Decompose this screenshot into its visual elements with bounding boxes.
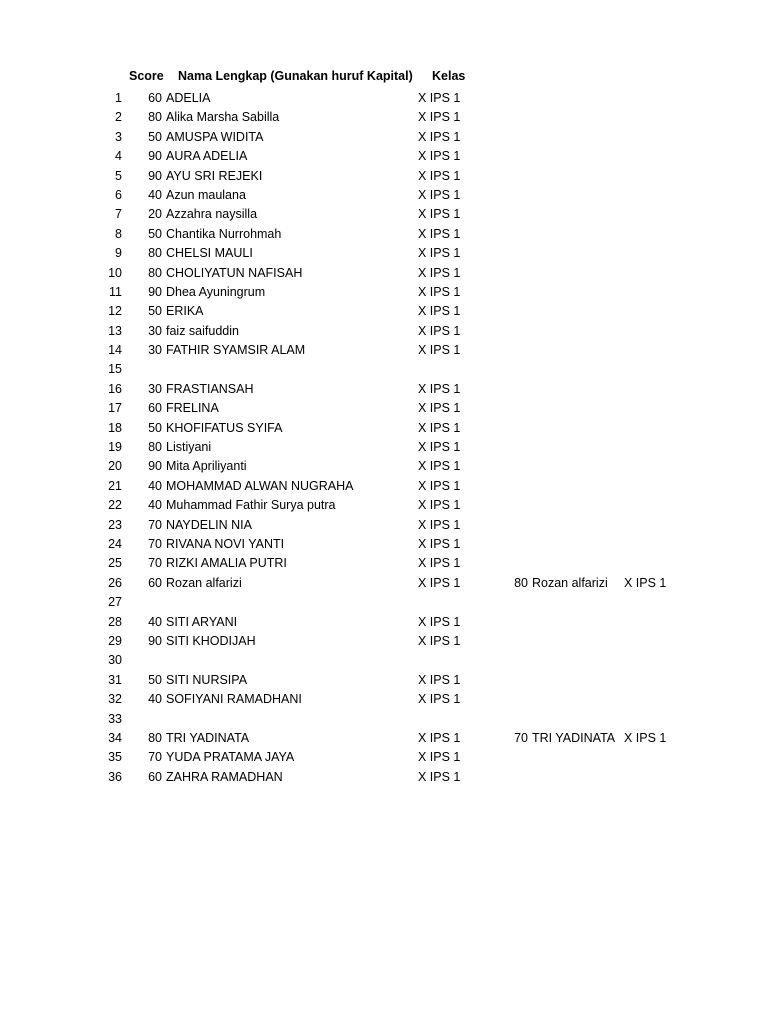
table-row — [0, 438, 768, 457]
row-kelas: X IPS 1 — [418, 459, 461, 474]
table-row — [0, 322, 768, 341]
row-score: 40 — [148, 614, 162, 629]
table-row — [0, 147, 768, 166]
student-list — [0, 89, 768, 787]
row-number: 22 — [108, 498, 122, 513]
extra-kelas: X IPS 1 — [624, 730, 667, 745]
row-kelas: X IPS 1 — [418, 149, 461, 164]
header-row — [0, 69, 768, 87]
row-score: 50 — [148, 304, 162, 319]
row-number: 11 — [109, 284, 122, 299]
row-name: ADELIA — [166, 91, 211, 105]
extra-kelas: X IPS 1 — [624, 575, 667, 590]
row-name: FRELINA — [166, 401, 219, 416]
row-score: 40 — [148, 187, 162, 202]
row-kelas: X IPS 1 — [418, 536, 461, 551]
row-name: SITI NURSIPA — [166, 672, 248, 687]
row-kelas: X IPS 1 — [418, 769, 461, 784]
table-row — [0, 89, 768, 108]
row-score: 40 — [148, 478, 162, 493]
table-row — [0, 671, 768, 690]
header-kelas: Kelas — [432, 69, 466, 83]
row-number: 3 — [115, 129, 122, 144]
row-name: YUDA PRATAMA JAYA — [166, 750, 295, 765]
row-kelas: X IPS 1 — [418, 498, 461, 513]
row-number: 18 — [108, 420, 122, 435]
table-row — [0, 768, 768, 787]
table-row — [0, 457, 768, 476]
row-kelas: X IPS 1 — [418, 478, 461, 493]
row-score: 70 — [148, 536, 162, 551]
row-kelas: X IPS 1 — [418, 692, 461, 707]
row-score: 90 — [148, 149, 162, 164]
row-name: RIVANA NOVI YANTI — [166, 536, 285, 551]
row-name: SITI KHODIJAH — [166, 633, 256, 648]
row-name: Rozan alfarizi — [166, 575, 242, 590]
row-name: KHOFIFATUS SYIFA — [166, 420, 283, 435]
table-row — [0, 302, 768, 321]
row-name: Mita Apriliyanti — [166, 459, 247, 474]
row-number: 31 — [108, 672, 122, 687]
table-row — [0, 593, 768, 612]
row-number: 7 — [115, 207, 122, 222]
row-kelas: X IPS 1 — [418, 226, 461, 241]
row-name: Muhammad Fathir Surya putra — [166, 498, 336, 513]
table-row — [0, 535, 768, 554]
row-name: Alika Marsha Sabilla — [166, 110, 280, 125]
table-row — [0, 360, 768, 379]
table-row — [0, 399, 768, 418]
table-row — [0, 186, 768, 205]
row-name: Azzahra naysilla — [166, 207, 258, 222]
row-number: 21 — [108, 478, 122, 493]
row-number: 14 — [108, 343, 122, 358]
table-row — [0, 205, 768, 224]
row-name: CHELSI MAULI — [166, 246, 253, 261]
row-kelas: X IPS 1 — [418, 265, 461, 280]
table-row — [0, 651, 768, 670]
table-row — [0, 613, 768, 632]
table-row — [0, 554, 768, 573]
table-row — [0, 710, 768, 729]
table-row — [0, 632, 768, 651]
row-score: 20 — [148, 207, 162, 222]
row-score: 90 — [148, 633, 162, 648]
extra-name: Rozan alfarizi — [532, 575, 608, 590]
row-score: 60 — [148, 401, 162, 416]
row-name: Chantika Nurrohmah — [166, 226, 282, 241]
row-name: AYU SRI REJEKI — [166, 168, 263, 183]
row-name: ZAHRA RAMADHAN — [166, 769, 283, 784]
row-kelas: X IPS 1 — [418, 168, 461, 183]
table-row — [0, 729, 768, 748]
row-number: 34 — [108, 730, 122, 745]
row-score: 30 — [148, 343, 162, 358]
row-score: 80 — [148, 246, 162, 261]
row-number: 35 — [108, 750, 122, 765]
row-name: ERIKA — [166, 304, 204, 319]
row-number: 12 — [108, 304, 122, 319]
row-kelas: X IPS 1 — [418, 343, 461, 358]
table-row — [0, 341, 768, 360]
row-kelas: X IPS 1 — [418, 401, 461, 416]
row-score: 90 — [148, 459, 162, 474]
row-number: 15 — [108, 362, 122, 377]
row-number: 23 — [108, 517, 122, 532]
row-score: 50 — [148, 129, 162, 144]
row-score: 50 — [148, 672, 162, 687]
table-row — [0, 283, 768, 302]
row-name: AURA ADELIA — [166, 149, 248, 164]
row-name: RIZKI AMALIA PUTRI — [166, 556, 287, 571]
row-kelas: X IPS 1 — [418, 323, 461, 338]
row-number: 6 — [115, 187, 122, 202]
row-number: 32 — [108, 692, 122, 707]
row-kelas: X IPS 1 — [418, 633, 461, 648]
table-row — [0, 748, 768, 767]
row-kelas: X IPS 1 — [418, 246, 461, 261]
row-name: Dhea Ayuningrum — [166, 284, 266, 299]
row-score: 50 — [148, 226, 162, 241]
row-kelas: X IPS 1 — [418, 304, 461, 319]
row-name: CHOLIYATUN NAFISAH — [166, 265, 303, 280]
table-row — [0, 128, 768, 147]
row-number: 33 — [108, 711, 122, 726]
row-score: 80 — [148, 730, 162, 745]
row-number: 29 — [108, 633, 122, 648]
row-number: 17 — [108, 401, 122, 416]
row-number: 27 — [108, 595, 122, 610]
row-kelas: X IPS 1 — [418, 440, 461, 455]
row-name: Azun maulana — [166, 187, 246, 202]
row-kelas: X IPS 1 — [418, 187, 461, 202]
table-row — [0, 244, 768, 263]
row-number: 1 — [115, 91, 122, 105]
row-number: 28 — [108, 614, 122, 629]
row-number: 13 — [108, 323, 122, 338]
row-kelas: X IPS 1 — [418, 381, 461, 396]
row-kelas: X IPS 1 — [418, 284, 461, 299]
row-kelas: X IPS 1 — [418, 750, 461, 765]
row-number: 19 — [108, 440, 122, 455]
row-kelas: X IPS 1 — [418, 730, 461, 745]
row-name: FATHIR SYAMSIR ALAM — [166, 343, 306, 358]
row-kelas: X IPS 1 — [418, 672, 461, 687]
row-name: Listiyani — [166, 440, 212, 455]
row-score: 90 — [148, 284, 162, 299]
row-score: 70 — [148, 556, 162, 571]
row-score: 60 — [148, 769, 162, 784]
extra-score: 80 — [514, 575, 528, 590]
row-name: SOFIYANI RAMADHANI — [166, 692, 302, 707]
row-score: 40 — [148, 692, 162, 707]
table-row — [0, 225, 768, 244]
row-number: 16 — [108, 381, 122, 396]
row-name: FRASTIANSAH — [166, 381, 254, 396]
table-row — [0, 690, 768, 709]
row-kelas: X IPS 1 — [418, 420, 461, 435]
row-name: SITI ARYANI — [166, 614, 238, 629]
row-number: 36 — [108, 769, 122, 784]
row-kelas: X IPS 1 — [418, 575, 461, 590]
row-name: TRI YADINATA — [166, 730, 250, 745]
table-row — [0, 419, 768, 438]
row-kelas: X IPS 1 — [418, 556, 461, 571]
row-score: 90 — [148, 168, 162, 183]
table-row — [0, 477, 768, 496]
row-number: 20 — [108, 459, 122, 474]
extra-name: TRI YADINATA — [532, 730, 616, 745]
row-name: AMUSPA WIDITA — [166, 129, 264, 144]
table-row — [0, 167, 768, 186]
row-score: 80 — [148, 110, 162, 125]
table-row — [0, 264, 768, 283]
table-row — [0, 574, 768, 593]
extra-score: 70 — [514, 730, 528, 745]
table-row — [0, 380, 768, 399]
row-kelas: X IPS 1 — [418, 207, 461, 222]
row-score: 60 — [148, 575, 162, 590]
row-score: 70 — [148, 517, 162, 532]
row-number: 4 — [115, 149, 122, 164]
row-kelas: X IPS 1 — [418, 91, 461, 105]
row-number: 5 — [115, 168, 122, 183]
row-score: 40 — [148, 498, 162, 513]
row-kelas: X IPS 1 — [418, 614, 461, 629]
row-kelas: X IPS 1 — [418, 517, 461, 532]
table-row — [0, 496, 768, 515]
header-nama: Nama Lengkap (Gunakan huruf Kapital) — [178, 69, 413, 83]
row-number: 30 — [108, 653, 122, 668]
row-name: faiz saifuddin — [166, 323, 239, 338]
table-row — [0, 108, 768, 127]
row-score: 80 — [148, 265, 162, 280]
row-score: 30 — [148, 323, 162, 338]
table-row — [0, 516, 768, 535]
row-score: 60 — [148, 91, 162, 105]
row-number: 24 — [108, 536, 122, 551]
row-number: 9 — [115, 246, 122, 261]
row-score: 50 — [148, 420, 162, 435]
row-score: 70 — [148, 750, 162, 765]
row-number: 8 — [115, 226, 122, 241]
row-score: 30 — [148, 381, 162, 396]
row-kelas: X IPS 1 — [418, 110, 461, 125]
row-name: MOHAMMAD ALWAN NUGRAHA — [166, 478, 354, 493]
row-name: NAYDELIN NIA — [166, 517, 252, 532]
row-score: 80 — [148, 440, 162, 455]
row-kelas: X IPS 1 — [418, 129, 461, 144]
row-number: 10 — [108, 265, 122, 280]
header-score: Score — [129, 69, 164, 83]
row-number: 25 — [108, 556, 122, 571]
row-number: 26 — [108, 575, 122, 590]
row-number: 2 — [115, 110, 122, 125]
